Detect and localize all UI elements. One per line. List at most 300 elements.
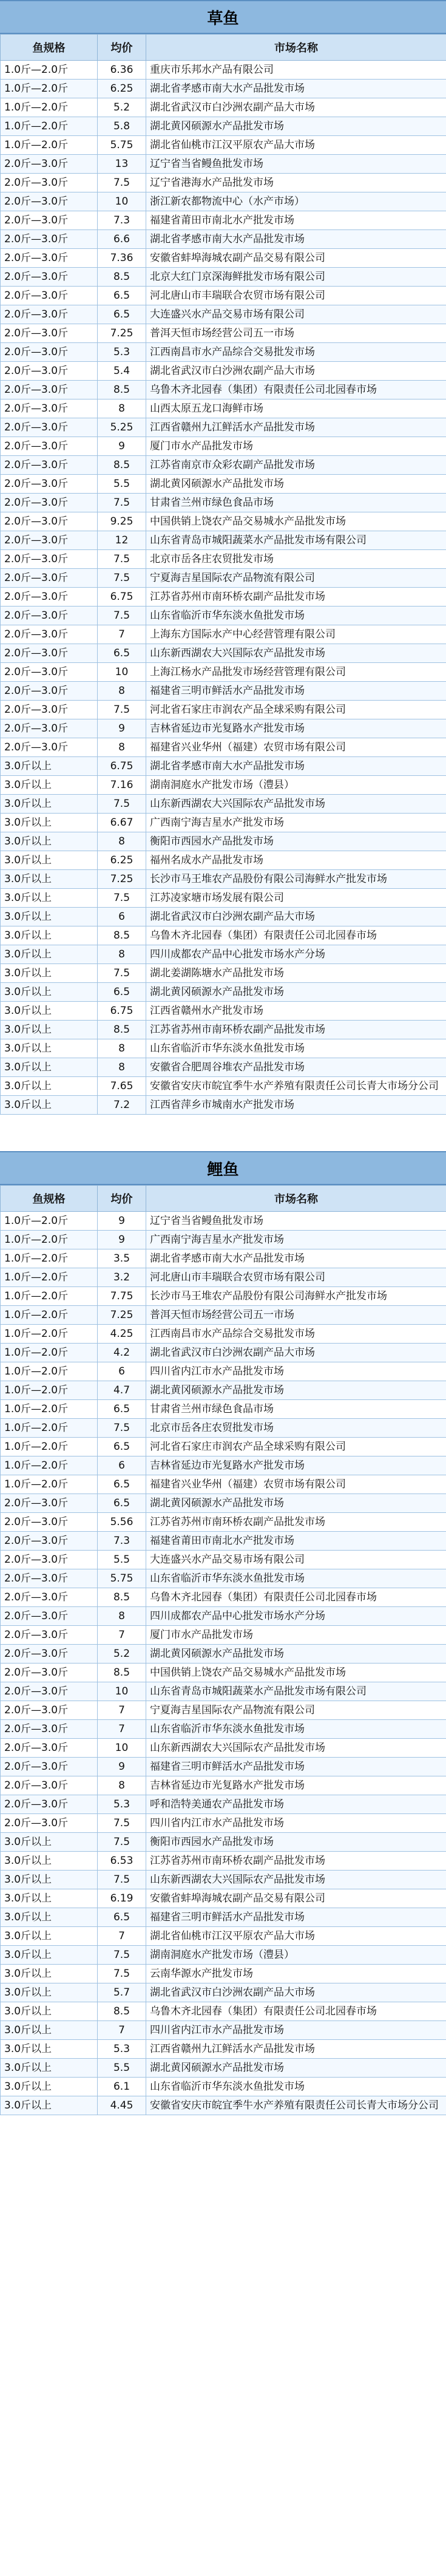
table-row [1, 1889, 446, 1908]
table-row [1, 1927, 446, 1946]
cell-price: 8.5 [98, 381, 146, 399]
table-row [1, 1795, 446, 1814]
cell-spec: 3.0斤以上 [1, 889, 98, 908]
table-row [1, 136, 446, 155]
cell-price: 8.5 [98, 268, 146, 287]
cell-market: 河北省石家庄市润农产品全球采购有限公司 [146, 701, 446, 719]
cell-spec: 3.0斤以上 [1, 1002, 98, 1021]
cell-spec: 2.0斤—3.0斤 [1, 456, 98, 475]
cell-spec: 2.0斤—3.0斤 [1, 682, 98, 701]
cell-market: 山东省青岛市城阳蔬菜水产品批发市场有限公司 [146, 1682, 446, 1701]
cell-price: 7.3 [98, 211, 146, 230]
cell-market: 大连盛兴水产品交易市场有限公司 [146, 1551, 446, 1569]
table-row [1, 418, 446, 437]
cell-spec: 2.0斤—3.0斤 [1, 343, 98, 362]
cell-market: 山东新西湖农大兴国际农产品批发市场 [146, 1739, 446, 1758]
table-row [1, 268, 446, 287]
table-row [1, 1096, 446, 1115]
cell-spec: 2.0斤—3.0斤 [1, 1626, 98, 1645]
table-row [1, 174, 446, 192]
cell-price: 6.5 [98, 644, 146, 663]
table-row [1, 1419, 446, 1438]
table-row [1, 588, 446, 607]
table-row [1, 1946, 446, 1965]
cell-market: 乌鲁木齐北园春（集团）有限责任公司北园春市场 [146, 381, 446, 399]
cell-price: 6.75 [98, 757, 146, 776]
cell-market: 上海东方国际水产中心经营管理有限公司 [146, 625, 446, 644]
cell-market: 吉林省延边市光复路水产批发市场 [146, 719, 446, 738]
cell-market: 湖北姜湖陈塘水产品批发市场 [146, 964, 446, 983]
table-row [1, 1002, 446, 1021]
cell-spec: 2.0斤—3.0斤 [1, 399, 98, 418]
cell-spec: 3.0斤以上 [1, 1058, 98, 1077]
cell-market: 山东新西湖农大兴国际农产品批发市场 [146, 795, 446, 814]
cell-spec: 3.0斤以上 [1, 908, 98, 926]
cell-price: 5.75 [98, 1569, 146, 1588]
table-row [1, 287, 446, 305]
table-row [1, 437, 446, 456]
cell-market: 长沙市马王堆农产品股份有限公司海鲜水产批发市场 [146, 870, 446, 889]
cell-spec: 3.0斤以上 [1, 983, 98, 1002]
cell-market: 江西省萍乡市城南水产批发市场 [146, 1096, 446, 1115]
cell-spec: 2.0斤—3.0斤 [1, 719, 98, 738]
cell-spec: 2.0斤—3.0斤 [1, 512, 98, 531]
cell-price: 8.5 [98, 1021, 146, 1039]
cell-price: 7 [98, 2021, 146, 2040]
cell-market: 吉林省延边市光复路水产批发市场 [146, 1456, 446, 1475]
table-row [1, 494, 446, 512]
cell-market: 湖北黄冈硕源水产品批发市场 [146, 1494, 446, 1513]
cell-spec: 3.0斤以上 [1, 757, 98, 776]
cell-price: 6.75 [98, 1002, 146, 1021]
cell-spec: 3.0斤以上 [1, 1852, 98, 1871]
cell-spec: 1.0斤—2.0斤 [1, 1456, 98, 1475]
cell-spec: 2.0斤—3.0斤 [1, 1569, 98, 1588]
table-row [1, 1077, 446, 1096]
cell-market: 江苏省苏州市南环桥农副产品批发市场 [146, 588, 446, 607]
cell-spec: 1.0斤—2.0斤 [1, 1325, 98, 1344]
cell-spec: 2.0斤—3.0斤 [1, 475, 98, 494]
table-row [1, 1494, 446, 1513]
cell-market: 湖北省武汉市白沙洲农副产品大市场 [146, 1344, 446, 1362]
cell-price: 8 [98, 1058, 146, 1077]
cell-price: 5.2 [98, 98, 146, 117]
cell-market: 四川省内江市水产品批发市场 [146, 2021, 446, 2040]
cell-spec: 2.0斤—3.0斤 [1, 1645, 98, 1664]
table-row [1, 305, 446, 324]
cell-market: 大连盛兴水产品交易市场有限公司 [146, 305, 446, 324]
cell-market: 乌鲁木齐北园春（集团）有限责任公司北园春市场 [146, 2002, 446, 2021]
cell-market: 福建省三明市鲜活水产品批发市场 [146, 682, 446, 701]
table-row [1, 211, 446, 230]
cell-spec: 2.0斤—3.0斤 [1, 1551, 98, 1569]
table-row [1, 2059, 446, 2078]
cell-price: 6.6 [98, 230, 146, 249]
cell-price: 8 [98, 738, 146, 757]
table-row [1, 1456, 446, 1475]
table-row [1, 475, 446, 494]
cell-spec: 3.0斤以上 [1, 926, 98, 945]
cell-spec: 1.0斤—2.0斤 [1, 117, 98, 136]
cell-price: 7.5 [98, 174, 146, 192]
cell-market: 中国供销上饶农产品交易城水产品批发市场 [146, 1664, 446, 1682]
cell-price: 7.75 [98, 1287, 146, 1306]
cell-price: 6.5 [98, 1438, 146, 1456]
cell-spec: 3.0斤以上 [1, 2040, 98, 2059]
cell-market: 四川成都农产品中心批发市场水产分场 [146, 1607, 446, 1626]
cell-market: 宁夏海吉星国际农产品物流有限公司 [146, 569, 446, 588]
cell-price: 9 [98, 1212, 146, 1231]
cell-price: 7.5 [98, 1946, 146, 1965]
cell-spec: 3.0斤以上 [1, 776, 98, 795]
table-row [1, 1362, 446, 1381]
cell-spec: 2.0斤—3.0斤 [1, 362, 98, 381]
cell-market: 安徽省安庆市皖宜季牛水产养殖有限责任公司长青大市场分公司 [146, 1077, 446, 1096]
table-row [1, 1400, 446, 1419]
cell-price: 5.3 [98, 1795, 146, 1814]
cell-market: 江西南昌市水产品综合交易批发市场 [146, 1325, 446, 1344]
cell-spec: 1.0斤—2.0斤 [1, 1287, 98, 1306]
cell-spec: 2.0斤—3.0斤 [1, 1814, 98, 1833]
table-row [1, 870, 446, 889]
table-row [1, 1645, 446, 1664]
cell-market: 山东省临沂市华东淡水鱼批发市场 [146, 2078, 446, 2096]
cell-market: 甘肃省兰州市绿色食品市场 [146, 494, 446, 512]
cell-price: 6 [98, 1362, 146, 1381]
cell-market: 山东省临沂市华东淡水鱼批发市场 [146, 1720, 446, 1739]
cell-spec: 3.0斤以上 [1, 1983, 98, 2002]
table-row [1, 1626, 446, 1645]
cell-market: 河北唐山市丰瑞联合农贸市场有限公司 [146, 1268, 446, 1287]
cell-market: 湖北省武汉市白沙洲农副产品大市场 [146, 98, 446, 117]
cell-market: 甘肃省兰州市绿色食品市场 [146, 1400, 446, 1419]
cell-market: 福建省兴业华州（福建）农贸市场有限公司 [146, 1475, 446, 1494]
table-row [1, 964, 446, 983]
cell-market: 北京市岳各庄农贸批发市场 [146, 550, 446, 569]
cell-market: 山西太原五龙口海鲜市场 [146, 399, 446, 418]
cell-price: 8 [98, 399, 146, 418]
cell-price: 7 [98, 625, 146, 644]
cell-spec: 3.0斤以上 [1, 1927, 98, 1946]
cell-market: 四川省内江市水产品批发市场 [146, 1814, 446, 1833]
cell-spec: 2.0斤—3.0斤 [1, 644, 98, 663]
table-row [1, 550, 446, 569]
cell-market: 山东新西湖农大兴国际农产品批发市场 [146, 1871, 446, 1889]
cell-spec: 2.0斤—3.0斤 [1, 1494, 98, 1513]
cell-price: 6.36 [98, 61, 146, 80]
cell-price: 9 [98, 437, 146, 456]
table-row [1, 2021, 446, 2040]
cell-spec: 1.0斤—2.0斤 [1, 1438, 98, 1456]
cell-spec: 1.0斤—2.0斤 [1, 136, 98, 155]
cell-spec: 2.0斤—3.0斤 [1, 494, 98, 512]
cell-spec: 3.0斤以上 [1, 1871, 98, 1889]
cell-spec: 2.0斤—3.0斤 [1, 1664, 98, 1682]
cell-spec: 1.0斤—2.0斤 [1, 80, 98, 98]
cell-price: 4.25 [98, 1325, 146, 1344]
cell-spec: 2.0斤—3.0斤 [1, 663, 98, 682]
table-row [1, 1701, 446, 1720]
cell-market: 湖北黄冈硕源水产品批发市场 [146, 475, 446, 494]
cell-market: 广西南宁海吉星水产批发市场 [146, 814, 446, 832]
cell-spec: 1.0斤—2.0斤 [1, 1306, 98, 1325]
cell-spec: 2.0斤—3.0斤 [1, 1513, 98, 1532]
table-row [1, 776, 446, 795]
header-price: 均价 [98, 35, 146, 61]
cell-spec: 2.0斤—3.0斤 [1, 588, 98, 607]
cell-price: 4.45 [98, 2096, 146, 2115]
table-row [1, 1551, 446, 1569]
cell-market: 普洱天恒市场经营公司五一市场 [146, 1306, 446, 1325]
table-row [1, 1758, 446, 1776]
cell-price: 10 [98, 192, 146, 211]
cell-price: 5.75 [98, 136, 146, 155]
cell-price: 6.25 [98, 851, 146, 870]
cell-price: 5.56 [98, 1513, 146, 1532]
table-row [1, 1908, 446, 1927]
cell-market: 安徽省蚌埠海城农副产品交易有限公司 [146, 249, 446, 268]
cell-price: 13 [98, 155, 146, 174]
cell-spec: 3.0斤以上 [1, 795, 98, 814]
cell-spec: 3.0斤以上 [1, 851, 98, 870]
cell-price: 5.2 [98, 1645, 146, 1664]
cell-price: 8.5 [98, 456, 146, 475]
table-row [1, 1833, 446, 1852]
cell-market: 北京大红门京深海鲜批发市场有限公司 [146, 268, 446, 287]
table-row [1, 1852, 446, 1871]
cell-market: 湖北省孝感市南大水产品批发市场 [146, 1249, 446, 1268]
table-row [1, 1720, 446, 1739]
cell-price: 7.5 [98, 701, 146, 719]
cell-spec: 3.0斤以上 [1, 2021, 98, 2040]
cell-spec: 1.0斤—2.0斤 [1, 61, 98, 80]
cell-spec: 2.0斤—3.0斤 [1, 701, 98, 719]
cell-price: 7.5 [98, 494, 146, 512]
table-row [1, 117, 446, 136]
table-row [1, 2078, 446, 2096]
cell-spec: 2.0斤—3.0斤 [1, 324, 98, 343]
cell-price: 12 [98, 531, 146, 550]
cell-market: 衡阳市西园水产品批发市场 [146, 832, 446, 851]
cell-price: 6.53 [98, 1852, 146, 1871]
section-title: 草鱼 [0, 0, 446, 34]
cell-price: 7.2 [98, 1096, 146, 1115]
cell-market: 北京市岳各庄农贸批发市场 [146, 1419, 446, 1438]
table-row [1, 1058, 446, 1077]
cell-spec: 2.0斤—3.0斤 [1, 1776, 98, 1795]
table-row [1, 757, 446, 776]
table-row [1, 1381, 446, 1400]
cell-price: 6 [98, 1456, 146, 1475]
cell-spec: 2.0斤—3.0斤 [1, 569, 98, 588]
table-row [1, 1814, 446, 1833]
table-row [1, 1021, 446, 1039]
table-row [1, 531, 446, 550]
cell-spec: 3.0斤以上 [1, 1833, 98, 1852]
cell-market: 福建省莆田市南北水产批发市场 [146, 1532, 446, 1551]
cell-market: 云南华源水产批发市场 [146, 1965, 446, 1983]
cell-spec: 2.0斤—3.0斤 [1, 1682, 98, 1701]
table-row [1, 362, 446, 381]
cell-market: 江苏省苏州市南环桥农副产品批发市场 [146, 1513, 446, 1532]
cell-price: 6.5 [98, 287, 146, 305]
cell-price: 6.1 [98, 2078, 146, 2096]
cell-spec: 3.0斤以上 [1, 1021, 98, 1039]
cell-price: 7.5 [98, 550, 146, 569]
table-row [1, 1532, 446, 1551]
table-row [1, 343, 446, 362]
section-title: 鲤鱼 [0, 1151, 446, 1185]
table-row [1, 851, 446, 870]
cell-market: 山东省临沂市华东淡水鱼批发市场 [146, 1039, 446, 1058]
cell-price: 7.5 [98, 1814, 146, 1833]
cell-price: 6.5 [98, 1475, 146, 1494]
cell-price: 5.8 [98, 117, 146, 136]
cell-market: 辽宁省当省鳗鱼批发市场 [146, 155, 446, 174]
cell-price: 9 [98, 1758, 146, 1776]
table-row [1, 832, 446, 851]
table-header-row [1, 1186, 446, 1212]
cell-price: 9.25 [98, 512, 146, 531]
table-row [1, 1438, 446, 1456]
cell-price: 5.3 [98, 2040, 146, 2059]
table-row [1, 192, 446, 211]
table-row [1, 230, 446, 249]
table-row [1, 1325, 446, 1344]
cell-spec: 2.0斤—3.0斤 [1, 625, 98, 644]
table-row [1, 1682, 446, 1701]
cell-price: 7 [98, 1701, 146, 1720]
cell-market: 山东省临沂市华东淡水鱼批发市场 [146, 607, 446, 625]
table-row [1, 1475, 446, 1494]
cell-market: 长沙市马王堆农产品股份有限公司海鲜水产批发市场 [146, 1287, 446, 1306]
table-row [1, 2040, 446, 2059]
cell-price: 7.25 [98, 870, 146, 889]
cell-market: 湖北黄冈硕源水产品批发市场 [146, 1645, 446, 1664]
cell-price: 5.5 [98, 475, 146, 494]
table-row [1, 2002, 446, 2021]
header-market: 市场名称 [146, 35, 446, 61]
cell-spec: 2.0斤—3.0斤 [1, 1758, 98, 1776]
table-row [1, 1039, 446, 1058]
table-row [1, 1664, 446, 1682]
cell-spec: 1.0斤—2.0斤 [1, 1212, 98, 1231]
cell-price: 7.5 [98, 1833, 146, 1852]
cell-market: 湖北省仙桃市江汉平原农产品大市场 [146, 1927, 446, 1946]
cell-price: 10 [98, 1739, 146, 1758]
cell-spec: 2.0斤—3.0斤 [1, 155, 98, 174]
table-row [1, 569, 446, 588]
cell-market: 河北唐山市丰瑞联合农贸市场有限公司 [146, 287, 446, 305]
cell-market: 厦门市水产品批发市场 [146, 437, 446, 456]
table-row [1, 889, 446, 908]
cell-spec: 2.0斤—3.0斤 [1, 1795, 98, 1814]
cell-spec: 2.0斤—3.0斤 [1, 1607, 98, 1626]
table-row [1, 625, 446, 644]
cell-spec: 3.0斤以上 [1, 2002, 98, 2021]
table-row [1, 607, 446, 625]
cell-spec: 1.0斤—2.0斤 [1, 1231, 98, 1249]
cell-price: 8 [98, 832, 146, 851]
cell-price: 6.5 [98, 1400, 146, 1419]
cell-spec: 3.0斤以上 [1, 832, 98, 851]
cell-market: 浙江新农都物流中心（水产市场） [146, 192, 446, 211]
cell-price: 3.2 [98, 1268, 146, 1287]
table-row [1, 98, 446, 117]
table-row [1, 719, 446, 738]
cell-spec: 2.0斤—3.0斤 [1, 550, 98, 569]
cell-price: 7 [98, 1626, 146, 1645]
cell-spec: 2.0斤—3.0斤 [1, 1720, 98, 1739]
cell-price: 7.5 [98, 889, 146, 908]
cell-spec: 2.0斤—3.0斤 [1, 1739, 98, 1758]
header-spec: 鱼规格 [1, 1186, 98, 1212]
cell-market: 江西省赣州水产批发市场 [146, 1002, 446, 1021]
header-spec: 鱼规格 [1, 35, 98, 61]
cell-price: 9 [98, 719, 146, 738]
cell-market: 湖北省武汉市白沙洲农副产品大市场 [146, 1983, 446, 2002]
cell-market: 广西南宁海吉星水产批发市场 [146, 1231, 446, 1249]
cell-price: 9 [98, 1231, 146, 1249]
cell-spec: 2.0斤—3.0斤 [1, 381, 98, 399]
cell-spec: 3.0斤以上 [1, 1946, 98, 1965]
cell-price: 10 [98, 1682, 146, 1701]
table-row [1, 1965, 446, 1983]
section-grass-carp [0, 0, 446, 1115]
cell-spec: 2.0斤—3.0斤 [1, 268, 98, 287]
cell-market: 安徽省安庆市皖宜季牛水产养殖有限责任公司长青大市场分公司 [146, 2096, 446, 2115]
cell-price: 5.3 [98, 343, 146, 362]
cell-price: 8 [98, 1776, 146, 1795]
cell-spec: 3.0斤以上 [1, 1039, 98, 1058]
cell-price: 4.2 [98, 1344, 146, 1362]
cell-price: 6.5 [98, 1908, 146, 1927]
cell-price: 7.5 [98, 1965, 146, 1983]
cell-market: 辽宁省港海水产品批发市场 [146, 174, 446, 192]
cell-price: 7.5 [98, 569, 146, 588]
table-row [1, 1212, 446, 1231]
cell-price: 7 [98, 1927, 146, 1946]
table-row [1, 1588, 446, 1607]
cell-spec: 3.0斤以上 [1, 2078, 98, 2096]
cell-spec: 3.0斤以上 [1, 870, 98, 889]
table-row [1, 1268, 446, 1287]
table-row [1, 324, 446, 343]
cell-price: 5.25 [98, 418, 146, 437]
cell-market: 河北省石家庄市润农产品全球采购有限公司 [146, 1438, 446, 1456]
cell-market: 安徽省蚌埠海城农副产品交易有限公司 [146, 1889, 446, 1908]
table-row [1, 1231, 446, 1249]
cell-price: 8 [98, 682, 146, 701]
cell-market: 中国供销上饶农产品交易城水产品批发市场 [146, 512, 446, 531]
table-row [1, 663, 446, 682]
cell-market: 湖北黄冈硕源水产品批发市场 [146, 2059, 446, 2078]
cell-price: 8 [98, 1039, 146, 1058]
cell-market: 江西省赣州九江鲜活水产品批发市场 [146, 2040, 446, 2059]
table-row [1, 644, 446, 663]
cell-price: 7.36 [98, 249, 146, 268]
cell-price: 6 [98, 908, 146, 926]
price-table [0, 1185, 446, 2115]
cell-market: 湖北省孝感市南大水产品批发市场 [146, 230, 446, 249]
cell-spec: 1.0斤—2.0斤 [1, 1419, 98, 1438]
cell-price: 7.25 [98, 1306, 146, 1325]
cell-price: 5.5 [98, 2059, 146, 2078]
table-row [1, 456, 446, 475]
cell-spec: 1.0斤—2.0斤 [1, 1249, 98, 1268]
cell-spec: 3.0斤以上 [1, 964, 98, 983]
cell-price: 3.5 [98, 1249, 146, 1268]
